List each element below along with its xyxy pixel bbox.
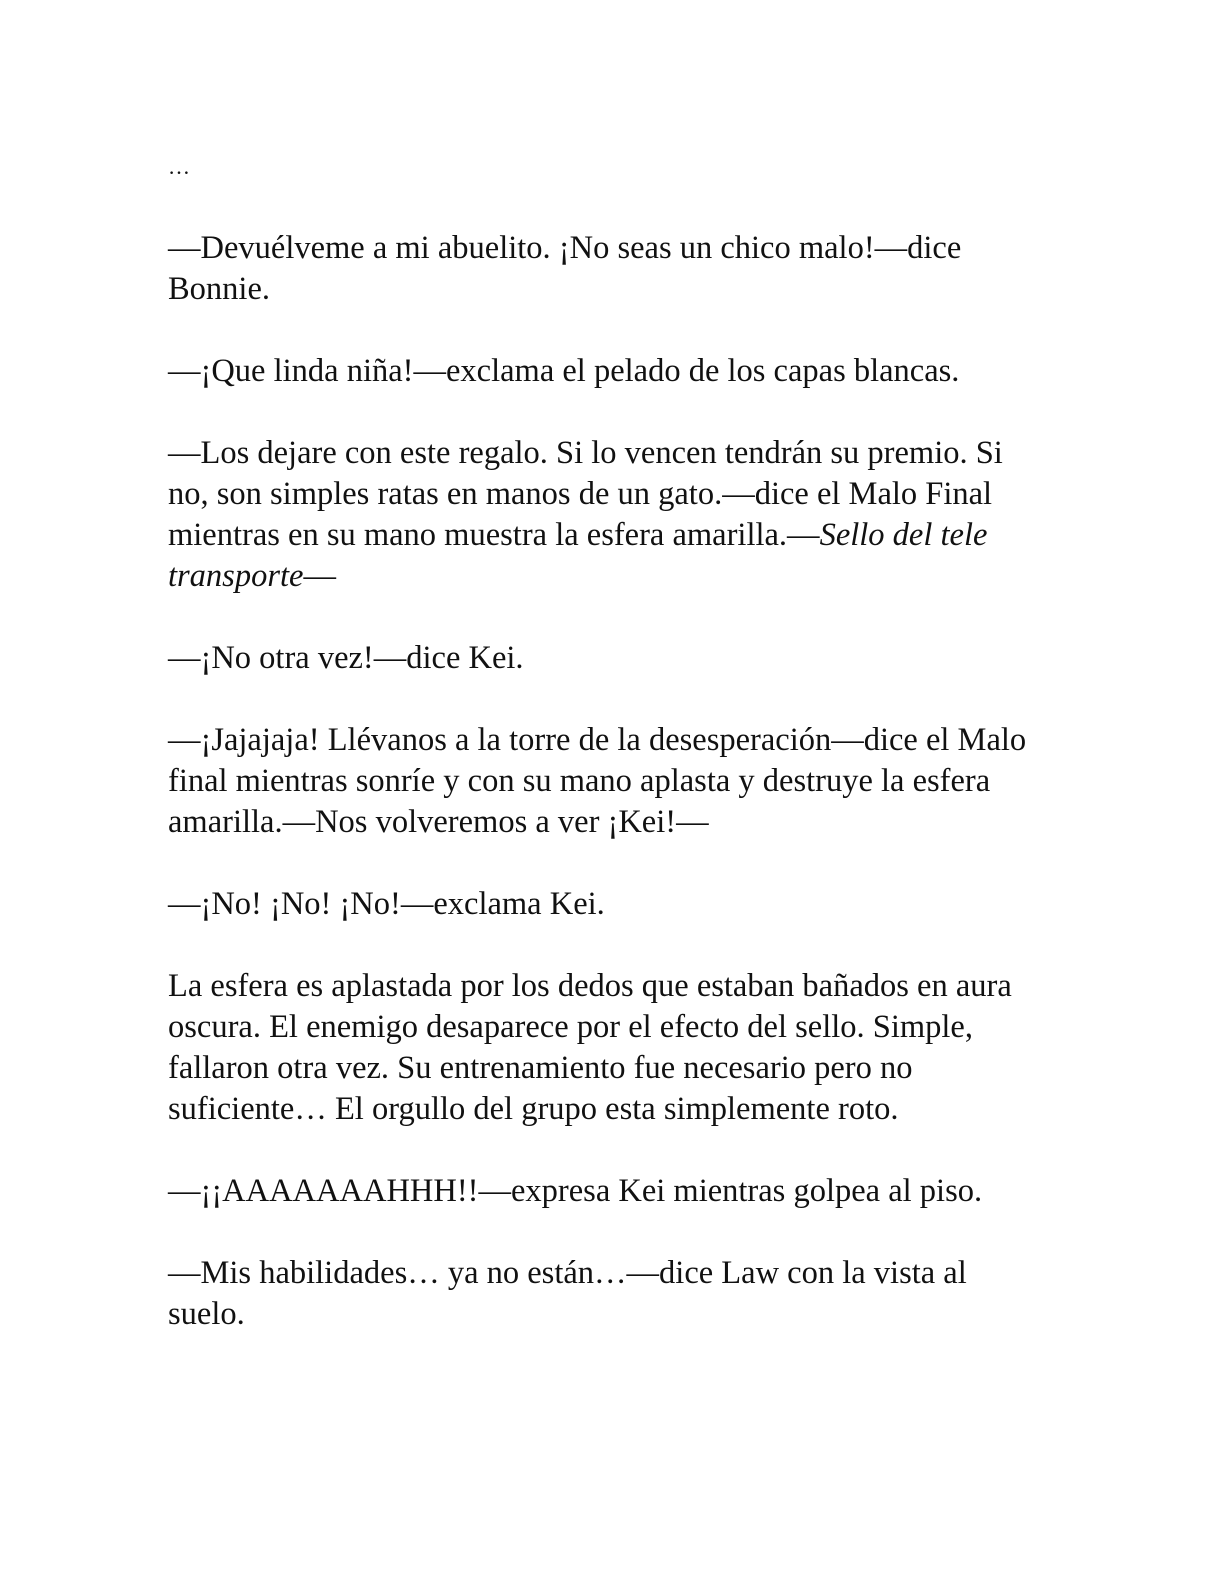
paragraph-6: —¡No! ¡No! ¡No!—exclama Kei. <box>168 886 605 922</box>
paragraph-3 <box>168 433 1048 597</box>
paragraph-3-tail: — <box>303 558 336 594</box>
scene-break-ellipsis: … <box>168 154 192 179</box>
paragraph-3-italic: Sello del tele transporte <box>168 517 988 594</box>
paragraph-8: —¡¡AAAAAAAHHH!!—expresa Kei mientras golpea al piso. <box>168 1173 983 1209</box>
document-page <box>168 146 1048 1376</box>
paragraph-1: —Devuélveme a mi abuelito. ¡No seas un chico malo!—dice Bonnie. <box>168 230 962 307</box>
paragraph-7: La esfera es aplastada por los dedos que estaban bañados en aura oscura. El enemigo desaparece por el efecto del sello. Simple, fallaron otra vez. Su entrenamiento fue necesario pero no suficiente… El orgullo del grupo esta simplemente roto. <box>168 968 1012 1127</box>
paragraph-2: —¡Que linda niña!—exclama el pelado de los capas blancas. <box>168 353 960 389</box>
paragraph-5: —¡Jajajaja! Llévanos a la torre de la desesperación—dice el Malo final mientras sonríe y con su mano aplasta y destruye la esfera amarilla.—Nos volveremos a ver ¡Kei!— <box>168 722 1027 840</box>
paragraph-4: —¡No otra vez!—dice Kei. <box>168 640 524 676</box>
paragraph-3-text: —Los dejare con este regalo. Si lo vencen tendrán su premio. Si no, son simples ratas en manos de un gato.—dice el Malo Final mientras en su mano muestra la esfera amarilla.— <box>168 435 1003 553</box>
paragraph-9: —Mis habilidades… ya no están…—dice Law con la vista al suelo. <box>168 1255 967 1332</box>
